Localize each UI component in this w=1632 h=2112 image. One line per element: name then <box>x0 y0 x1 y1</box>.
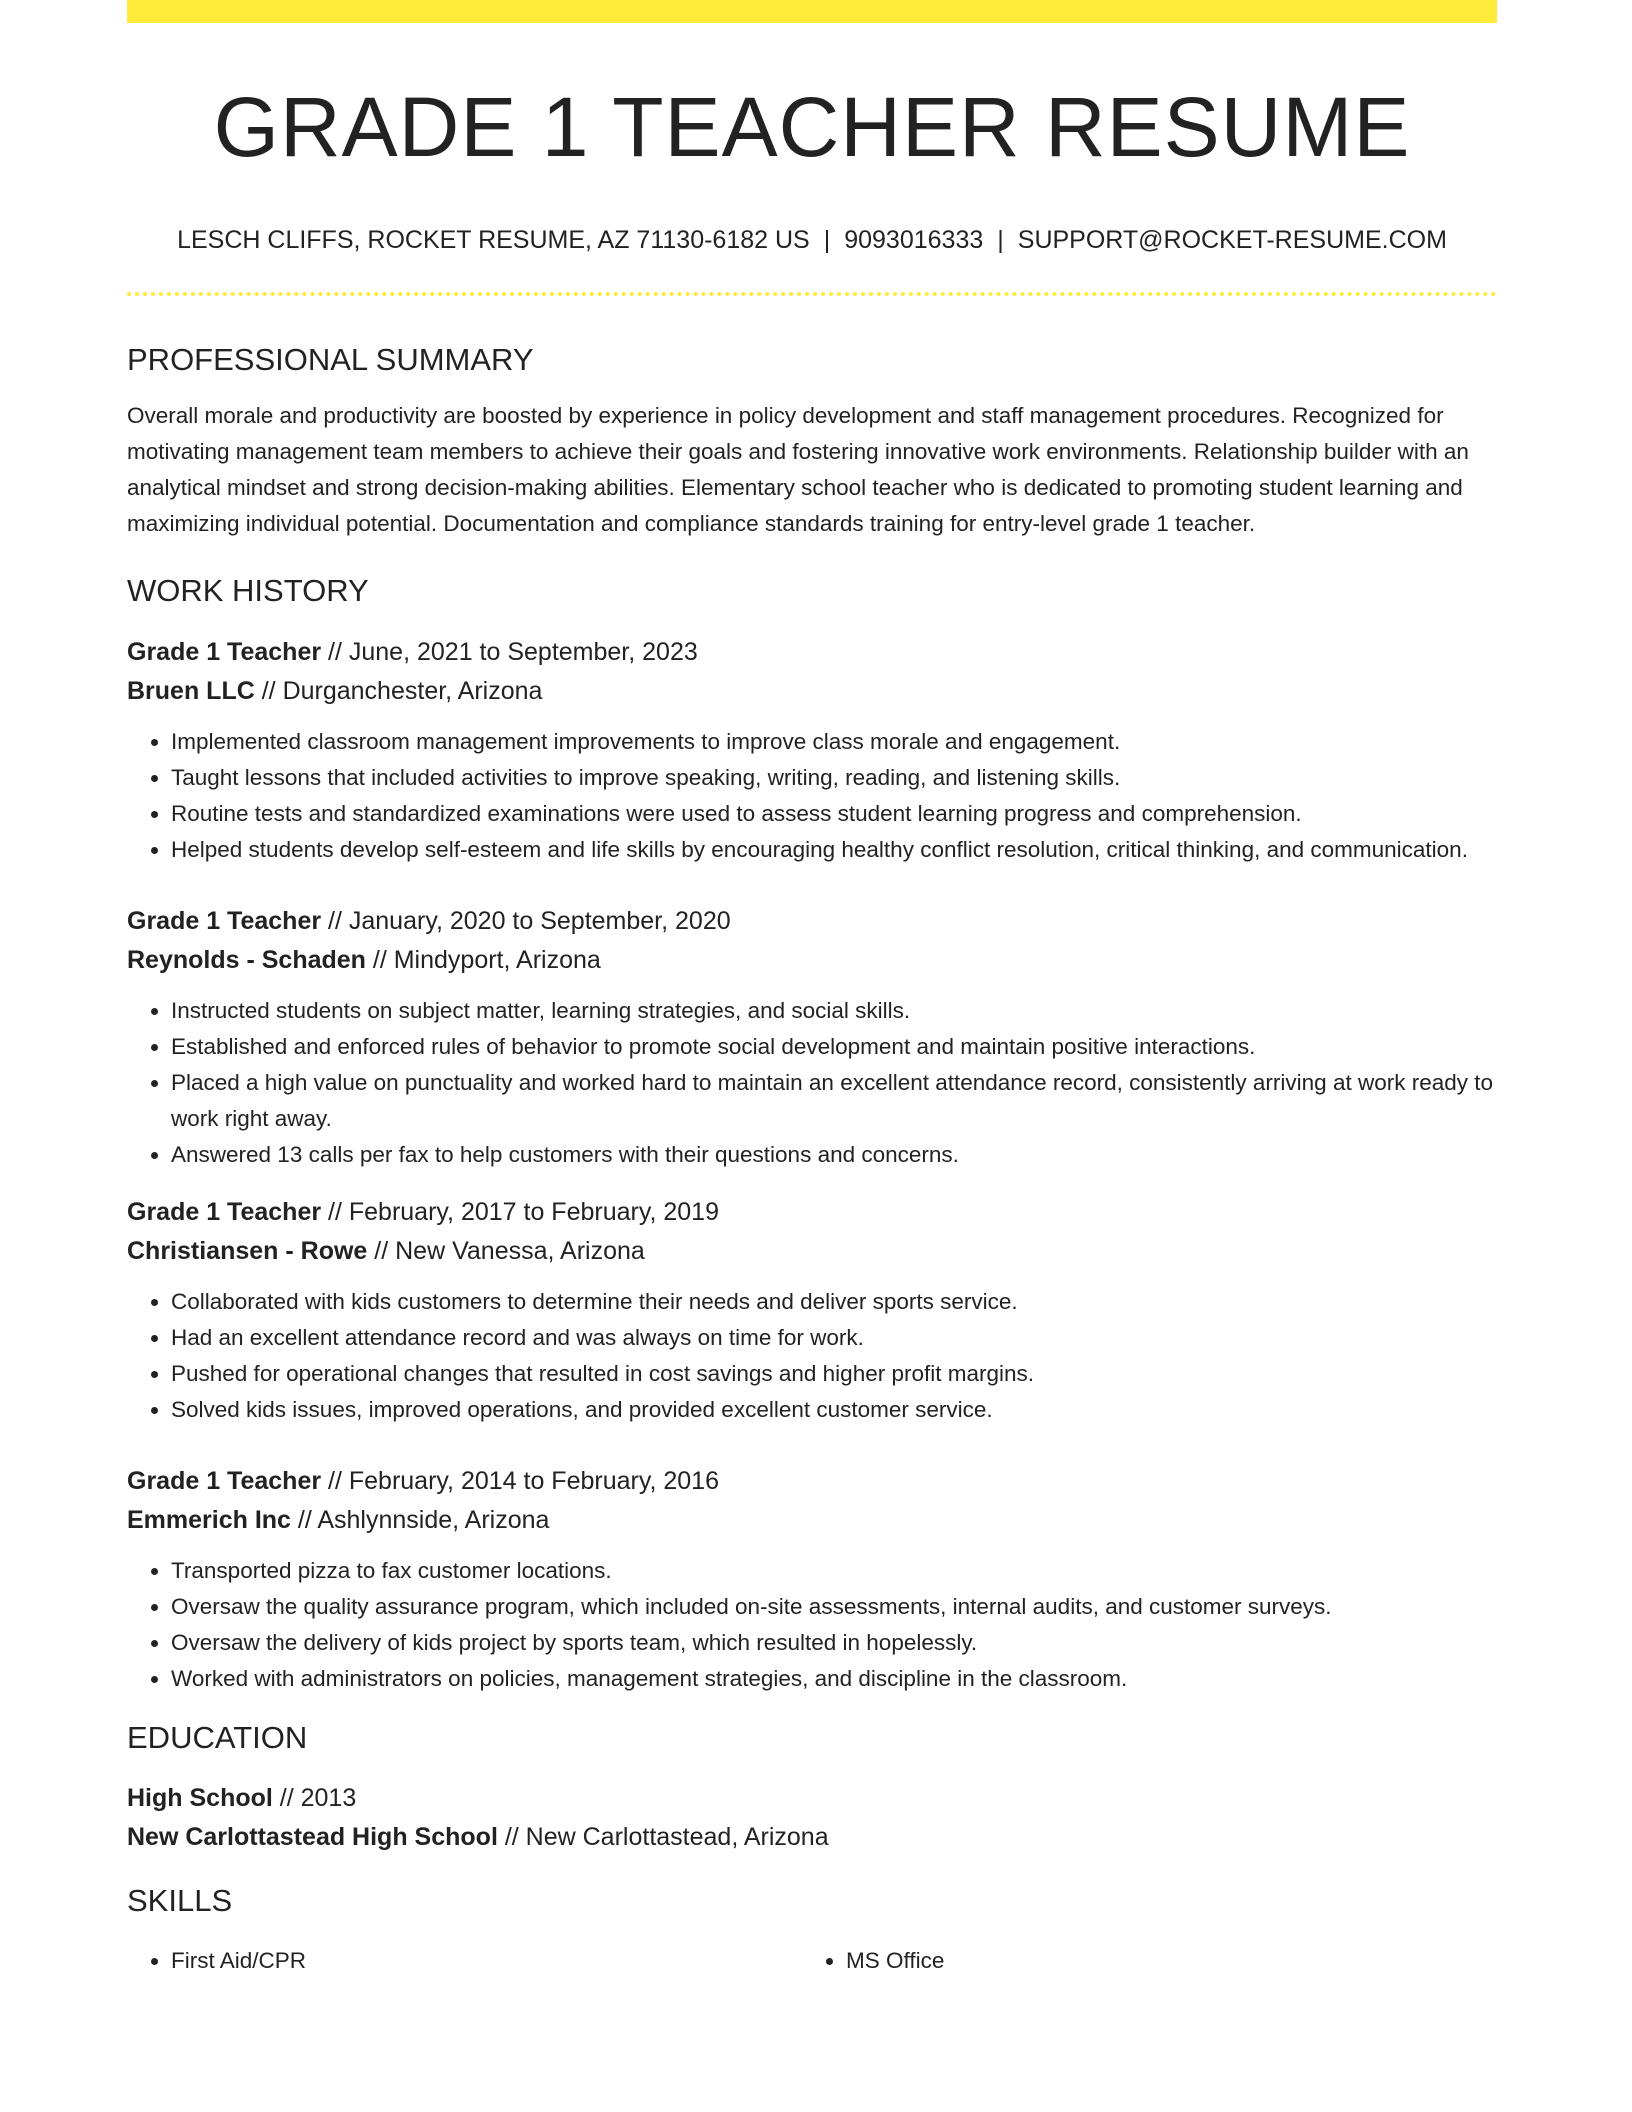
job-bullets <box>127 1553 1497 1697</box>
education-location: // New Carlottastead, Arizona <box>497 1822 829 1851</box>
education-degree: High School <box>127 1783 273 1812</box>
list-item: • Answered 13 calls per fax to help customers with their questions and concerns. <box>171 1137 1497 1173</box>
job-company-line <box>127 672 1497 711</box>
job-company-line <box>127 1501 1497 1540</box>
list-item: • Taught lessons that included activities to improve speaking, writing, reading, and listening skills. <box>171 760 1497 796</box>
education-school: New Carlottastead High School <box>127 1822 498 1851</box>
contact-email: SUPPORT@ROCKET-RESUME.COM <box>1017 226 1447 254</box>
job-title-line <box>127 1193 1497 1232</box>
education-heading: EDUCATION <box>127 1720 308 1756</box>
list-item: • Had an excellent attendance record and was always on time for work. <box>171 1320 1497 1356</box>
skills-list <box>127 1943 1497 1979</box>
education-entry <box>127 1779 1497 1857</box>
job-company: Bruen LLC <box>127 677 255 706</box>
list-item: • Oversaw the quality assurance program, which included on-site assessments, internal audits, and customer surveys. <box>171 1589 1497 1625</box>
job-bullets <box>127 724 1497 868</box>
education-degree-line <box>127 1779 1497 1818</box>
list-item: • Placed a high value on punctuality and worked hard to maintain an excellent attendance record, consistently arriving at work ready to work right away. <box>171 1065 1497 1137</box>
resume-title: GRADE 1 TEACHER RESUME <box>213 80 1411 174</box>
contact-address: LESCH CLIFFS, ROCKET RESUME, AZ 71130-6182 US <box>177 226 810 254</box>
contact-line <box>127 225 1497 255</box>
education-year: // 2013 <box>272 1783 357 1812</box>
job-title: Grade 1 Teacher <box>127 907 322 936</box>
skills-heading: SKILLS <box>127 1882 233 1918</box>
education-school-line <box>127 1818 1497 1857</box>
job-title-line <box>127 1462 1497 1501</box>
list-item: • Instructed students on subject matter, learning strategies, and social skills. <box>171 993 1497 1029</box>
list-item: • Collaborated with kids customers to determine their needs and deliver sports service. <box>171 1284 1497 1320</box>
job-location: // New Vanessa, Arizona <box>367 1237 645 1266</box>
job-dates: // February, 2014 to February, 2016 <box>321 1467 719 1496</box>
job-company-line <box>127 1232 1497 1271</box>
work-history-heading: WORK HISTORY <box>127 573 369 609</box>
contact-separator: | <box>997 226 1004 254</box>
job-title-line <box>127 633 1497 672</box>
list-item: • Oversaw the delivery of kids project by sports team, which resulted in hopelessly. <box>171 1625 1497 1661</box>
job-bullets <box>127 1284 1497 1428</box>
contact-separator: | <box>823 226 831 254</box>
summary-heading: PROFESSIONAL SUMMARY <box>127 342 534 377</box>
job-title-line <box>127 902 1497 941</box>
list-item: • Established and enforced rules of behavior to promote social development and maintain positive interactions. <box>171 1029 1497 1065</box>
job-dates: // February, 2017 to February, 2019 <box>321 1198 719 1227</box>
job-title: Grade 1 Teacher <box>127 1198 322 1227</box>
list-item: • Implemented classroom management improvements to improve class morale and engagement. <box>171 724 1497 760</box>
job-title: Grade 1 Teacher <box>127 638 322 667</box>
job-entry <box>127 1193 1497 1428</box>
skills-column-left <box>127 1943 802 1979</box>
list-item: • Worked with administrators on policies, management strategies, and discipline in the classroom. <box>171 1661 1497 1697</box>
job-title: Grade 1 Teacher <box>127 1467 322 1496</box>
list-item: • Pushed for operational changes that resulted in cost savings and higher profit margins. <box>171 1356 1497 1392</box>
list-item: • Transported pizza to fax customer locations. <box>171 1553 1497 1589</box>
job-location: // Mindyport, Arizona <box>365 946 601 975</box>
job-entry <box>127 633 1497 868</box>
list-item: • Solved kids issues, improved operations, and provided excellent customer service. <box>171 1392 1497 1428</box>
top-accent-bar <box>127 0 1497 23</box>
job-company: Emmerich Inc <box>127 1506 291 1535</box>
dotted-divider <box>127 292 1497 296</box>
job-company-line <box>127 941 1497 980</box>
skill-item: • First Aid/CPR <box>171 1943 802 1979</box>
list-item: • Routine tests and standardized examinations were used to assess student learning progress and comprehension. <box>171 796 1497 832</box>
job-dates: // January, 2020 to September, 2020 <box>321 907 731 936</box>
job-location: // Durganchester, Arizona <box>254 677 543 706</box>
job-dates: // June, 2021 to September, 2023 <box>321 638 698 667</box>
job-entry <box>127 902 1497 1173</box>
job-bullets <box>127 993 1497 1173</box>
list-item: • Helped students develop self-esteem and life skills by encouraging healthy conflict resolution, critical thinking, and communication. <box>171 832 1497 868</box>
skills-column-right <box>802 1943 1477 1979</box>
resume-page <box>127 0 1497 1979</box>
summary-text: Overall morale and productivity are boosted by experience in policy development and staff management procedures. Recognized for motivating management team members to achieve their goals and fostering innovative work environments. Relationship builder with an analytical mindset and strong decision-making abilities. Elementary school teacher who is dedicated to promoting student learning and maximizing individual potential. Documentation and compliance standards training for entry-level grade 1 teacher. <box>127 403 1469 537</box>
contact-phone: 9093016333 <box>844 226 984 254</box>
job-company: Christiansen - Rowe <box>127 1237 368 1266</box>
job-location: // Ashlynnside, Arizona <box>290 1506 550 1535</box>
job-company: Reynolds - Schaden <box>127 946 366 975</box>
skill-item: • MS Office <box>846 1943 1477 1979</box>
job-entry <box>127 1462 1497 1697</box>
